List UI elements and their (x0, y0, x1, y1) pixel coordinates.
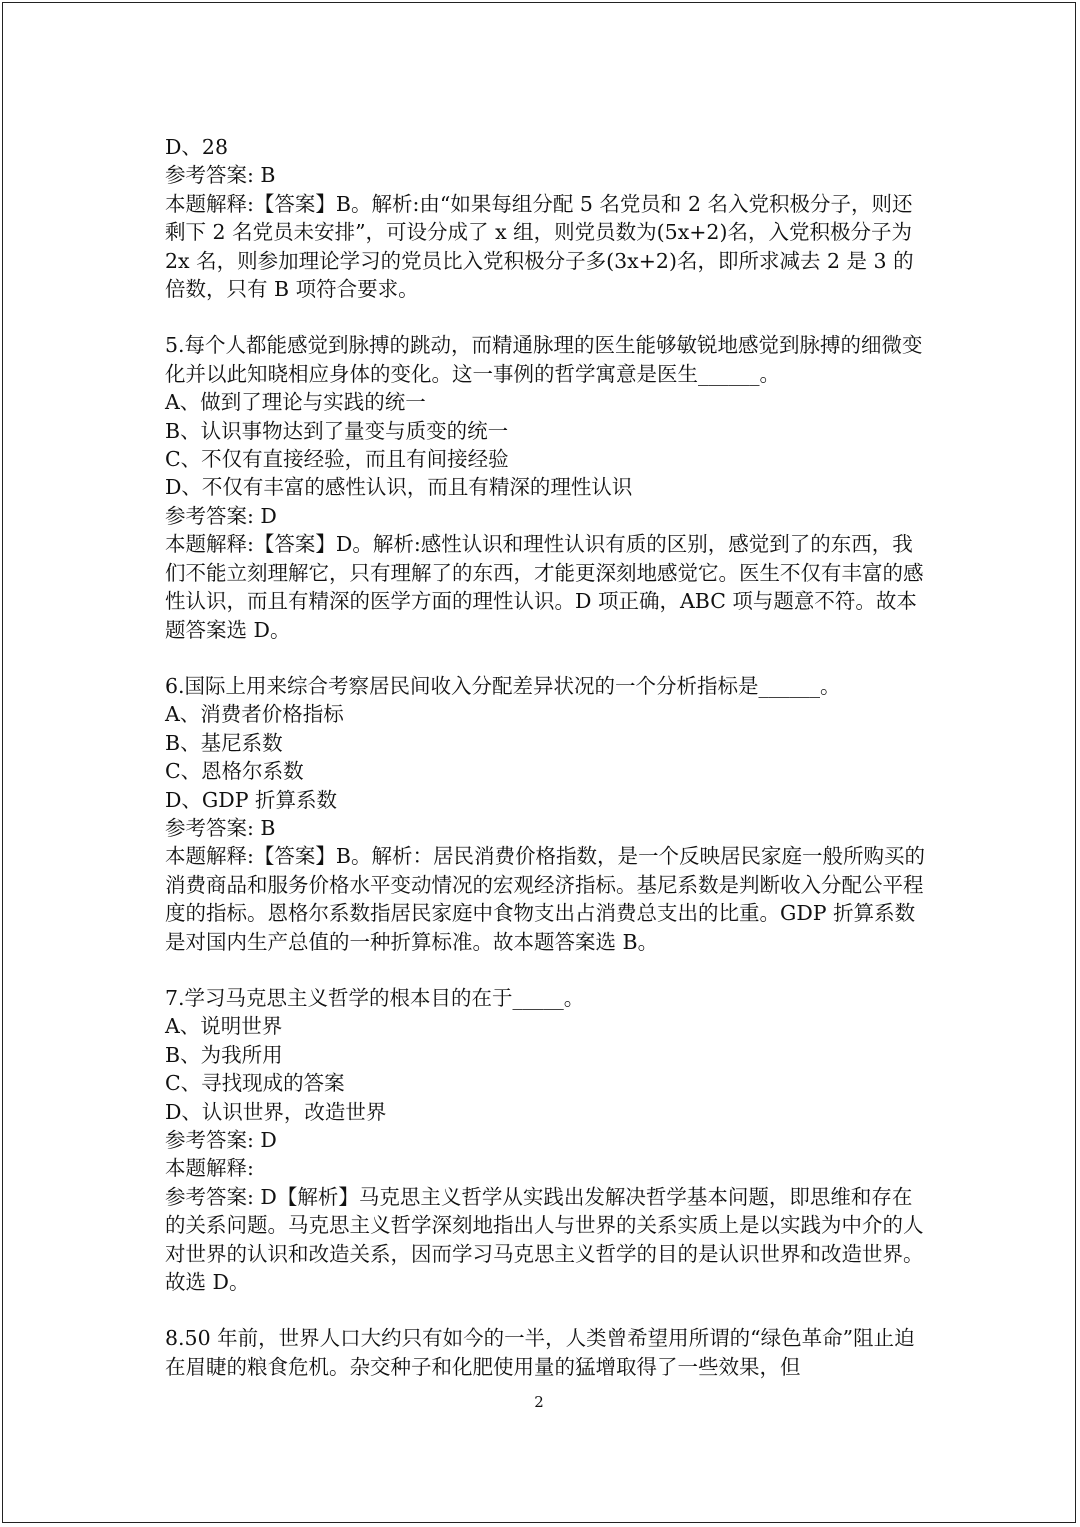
document-page (2, 2, 1076, 1523)
text-line: D、不仅有丰富的感性认识，而且有精深的理性认识 (165, 475, 633, 500)
document-body (165, 133, 925, 1381)
text-line: A、消费者价格指标 (165, 702, 344, 727)
text-line: 8.50 年前，世界人口大约只有如今的一半，人类曾希望用所谓的“绿色革命”阻止迫在眉睫的粮食危机。杂交种子和化肥使用量的猛增取得了一些效果，但 (165, 1326, 915, 1379)
text-line: A、说明世界 (165, 1014, 283, 1039)
text-line: 本题解释:【答案】D。解析:感性认识和理性认识有质的区别，感觉到了的东西，我们不能立刻理解它，只有理解了的东西，才能更深刻地感觉它。医生不仅有丰富的感性认识，而且有精深的医学方面的理性认识。D 项正确，ABC 项与题意不符。故本题答案选 D。 (165, 532, 924, 642)
text-line: 本题解释: (165, 1156, 254, 1181)
text-line: 参考答案: D (165, 1128, 277, 1152)
paragraph-gap (165, 644, 925, 672)
text-line: 6.国际上用来综合考察居民间收入分配差异状况的一个分析指标是______。 (165, 673, 841, 698)
text-line: 参考答案: B (165, 815, 276, 840)
page-number: 2 (534, 1393, 544, 1411)
paragraph-gap (165, 956, 925, 984)
paragraph-gap (165, 1296, 925, 1324)
text-line: B、基尼系数 (165, 730, 283, 755)
text-line: 参考答案: B (165, 163, 276, 188)
text-line: 参考答案: D【解析】马克思主义哲学从实践出发解决哲学基本问题，即思维和存在的关系问题。马克思主义哲学深刻地指出人与世界的关系实质上是以实践为中介的人对世界的认识和改造关系，因而学习马克思主义哲学的目的是认识世界和改造世界。故选 D。 (165, 1184, 924, 1295)
text-line: A、做到了理论与实践的统一 (165, 390, 426, 415)
text-line: 本题解释:【答案】B。解析：居民消费价格指数，是一个反映居民家庭一般所购买的消费商品和服务价格水平变动情况的宏观经济指标。基尼系数是判断收入分配公平程度的指标。恩格尔系数指居民家庭中食物支出占消费总支出的比重。GDP 折算系数是对国内生产总值的一种折算标准。故本题答案选 B。 (165, 844, 925, 954)
text-line: C、不仅有直接经验，而且有间接经验 (165, 447, 509, 472)
text-line: C、寻找现成的答案 (165, 1071, 345, 1096)
paragraph-gap (165, 303, 925, 331)
text-line: D、28 (165, 135, 229, 159)
text-line: 7.学习马克思主义哲学的根本目的在于_____。 (165, 985, 585, 1010)
text-line: B、认识事物达到了量变与质变的统一 (165, 418, 509, 443)
text-line: D、认识世界，改造世界 (165, 1099, 387, 1124)
text-line: 5.每个人都能感觉到脉搏的跳动，而精通脉理的医生能够敏锐地感觉到脉搏的细微变化并以此知晓相应身体的变化。这一事例的哲学寓意是医生______。 (165, 333, 923, 386)
text-line: B、为我所用 (165, 1042, 283, 1067)
text-line: D、GDP 折算系数 (165, 787, 338, 812)
text-line: 本题解释:【答案】B。解析:由“如果每组分配 5 名党员和 2 名入党积极分子，则还剩下 2 名党员未安排”，可设分成了 x 组，则党员数为(5x+2)名，入党积极分子为 2x 名，则参加理论学习的党员比入党积极分子多(3x+2)名，即所求减去 2 是 3 的倍数，只有 B 项符合要求。 (165, 191, 919, 302)
text-line: C、恩格尔系数 (165, 759, 304, 784)
text-line: 参考答案: D (165, 503, 277, 528)
